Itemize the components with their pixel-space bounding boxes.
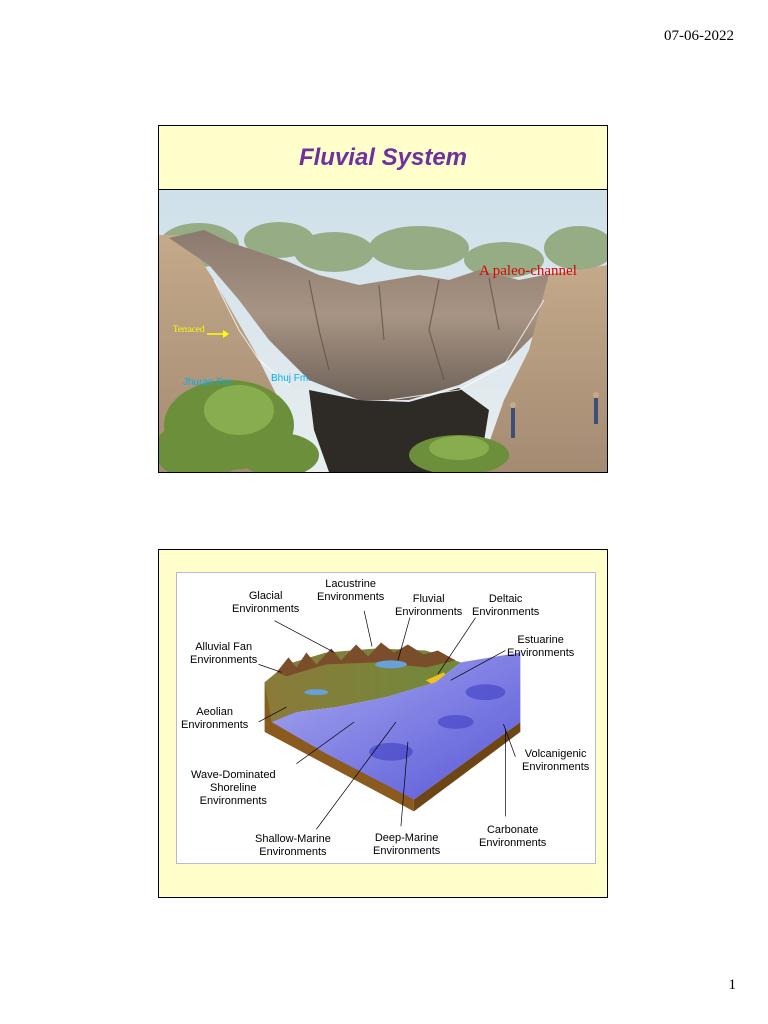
page-number: 1 (728, 977, 736, 993)
deltaic-label: Deltaic Environments (472, 593, 540, 618)
alluvial-fan-label: Alluvial Fan Environments (190, 641, 258, 666)
volcanigenic-label: Volcanigenic Environments (522, 748, 590, 773)
shallow-marine-label: Shallow-Marine Environments (255, 833, 331, 858)
slide-depositional-environments (158, 549, 608, 898)
slide-title: Fluvial System (298, 143, 468, 171)
slide-fluvial-system (158, 125, 608, 473)
paleo-channel-label: A paleo-channel (479, 263, 577, 279)
jhuran-formation-label: Jhuran Fm. (183, 377, 234, 388)
wave-dominated-label: Wave-Dominated Shoreline Environments (191, 769, 276, 807)
fluvial-label: Fluvial Environments (395, 593, 463, 618)
estuarine-label: Estuarine Environments (507, 634, 575, 659)
glacial-label: Glacial Environments (232, 590, 300, 615)
depositional-environments-diagram (176, 572, 596, 864)
aeolian-label: Aeolian Environments (181, 706, 249, 731)
bhuj-formation-label: Bhuj Fm. (271, 373, 312, 384)
deep-marine-label: Deep-Marine Environments (373, 832, 441, 857)
slide-date: 07-06-2022 (664, 28, 734, 44)
carbonate-label: Carbonate Environments (479, 824, 547, 849)
paleo-channel-photo (159, 190, 607, 472)
terraced-label: Terraced (173, 324, 205, 334)
lacustrine-label: Lacustrine Environments (317, 578, 385, 603)
